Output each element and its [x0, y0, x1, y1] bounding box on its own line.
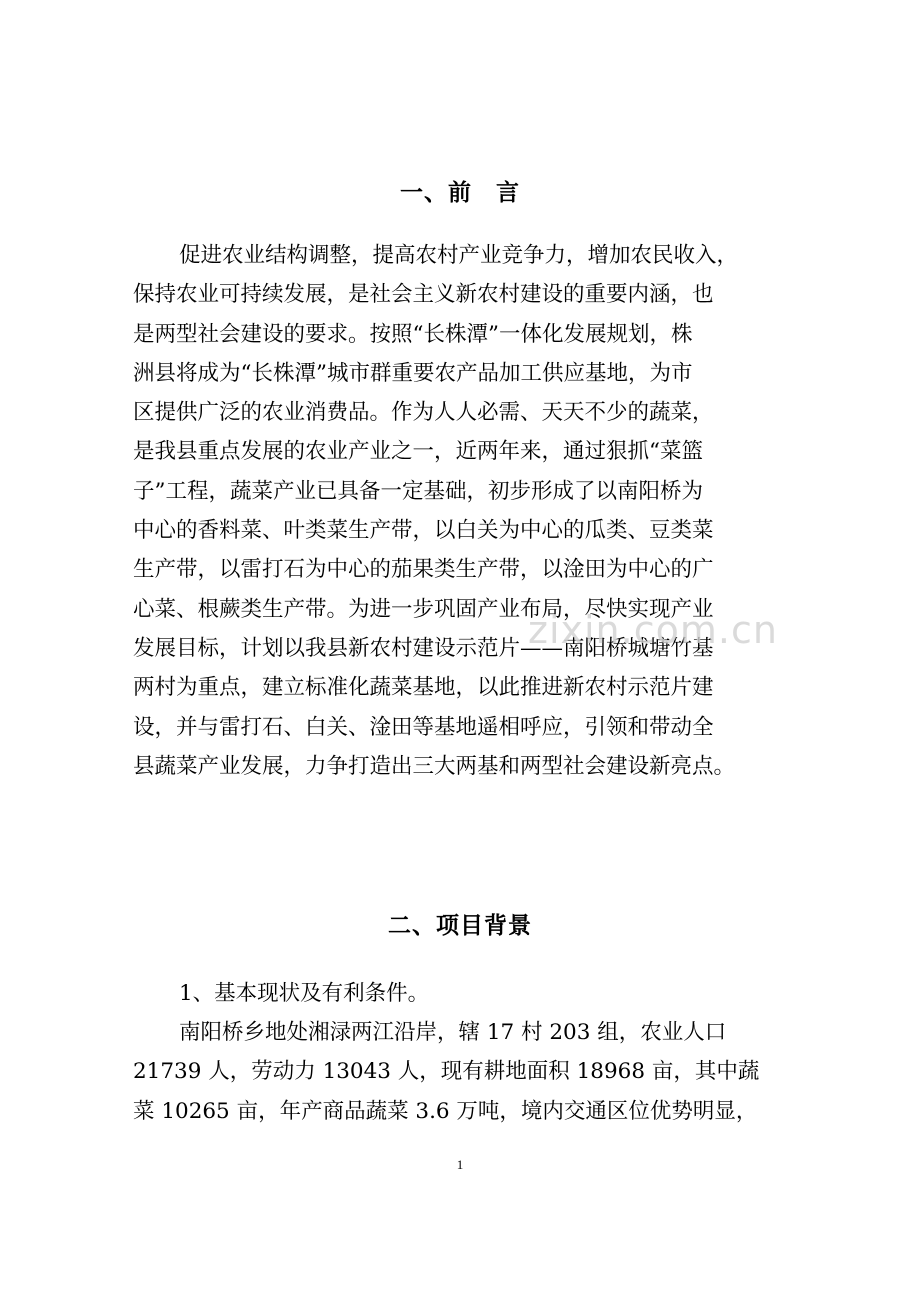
paragraph-line: 是两型社会建设的要求。按照“长株潭”一体化发展规划，株: [133, 321, 693, 347]
paragraph-line: 保持农业可持续发展，是社会主义新农村建设的重要内涵，也: [133, 282, 714, 308]
paragraph-line: 南阳桥乡地处湘渌两江沿岸，辖 17 村 203 组，农业人口: [179, 1020, 727, 1045]
paragraph-line: 21739 人，劳动力 13043 人，现有耕地面积 18968 亩，其中蔬: [133, 1059, 760, 1085]
paragraph-line: 两村为重点，建立标准化蔬菜基地，以此推进新农村示范片建: [133, 675, 714, 701]
paragraph-line: 中心的香料菜、叶类菜生产带，以白关为中心的瓜类、豆类菜: [133, 518, 714, 544]
paragraph-line: 是我县重点发展的农业产业之一，近两年来，通过狠抓“菜篮: [133, 439, 703, 465]
paragraph-line: 发展目标，计划以我县新农村建设示范片——南阳桥城塘竹基: [133, 635, 714, 661]
paragraph-line: 子”工程，蔬菜产业已具备一定基础，初步形成了以南阳桥为: [133, 478, 703, 504]
paragraph-line: 生产带，以雷打石为中心的茄果类生产带，以淦田为中心的广: [133, 557, 714, 583]
page-number: 1: [456, 1157, 464, 1172]
section-1-paragraph: [133, 236, 813, 786]
section-1-title: 一、前 言: [400, 180, 520, 206]
paragraph-line: 洲县将成为“长株潭”城市群重要农产品加工供应基地，为市: [133, 360, 693, 386]
section-2-title: 二、项目背景: [388, 913, 532, 939]
subheading-text: 1、基本现状及有利条件。: [179, 981, 430, 1006]
section-2-subheading: [133, 974, 813, 1013]
paragraph-line: 菜 10265 亩，年产商品蔬菜 3.6 万吨，境内交通区位优势明显，: [133, 1098, 758, 1124]
paragraph-line: 促进农业结构调整，提高农村产业竞争力，增加农民收入，: [179, 243, 739, 268]
section-2-paragraph: [133, 1013, 813, 1131]
paragraph-line: 区提供广泛的农业消费品。作为人人必需、天天不少的蔬菜，: [133, 400, 714, 426]
paragraph-line: 心菜、根蕨类生产带。为进一步巩固产业布局，尽快实现产业: [133, 596, 714, 622]
paragraph-line: 设，并与雷打石、白关、淦田等基地遥相呼应，引领和带动全: [133, 714, 714, 740]
watermark: zixin.com.cn: [528, 608, 778, 652]
paragraph-line: 县蔬菜产业发展，力争打造出三大两基和两型社会建设新亮点。: [133, 753, 736, 779]
